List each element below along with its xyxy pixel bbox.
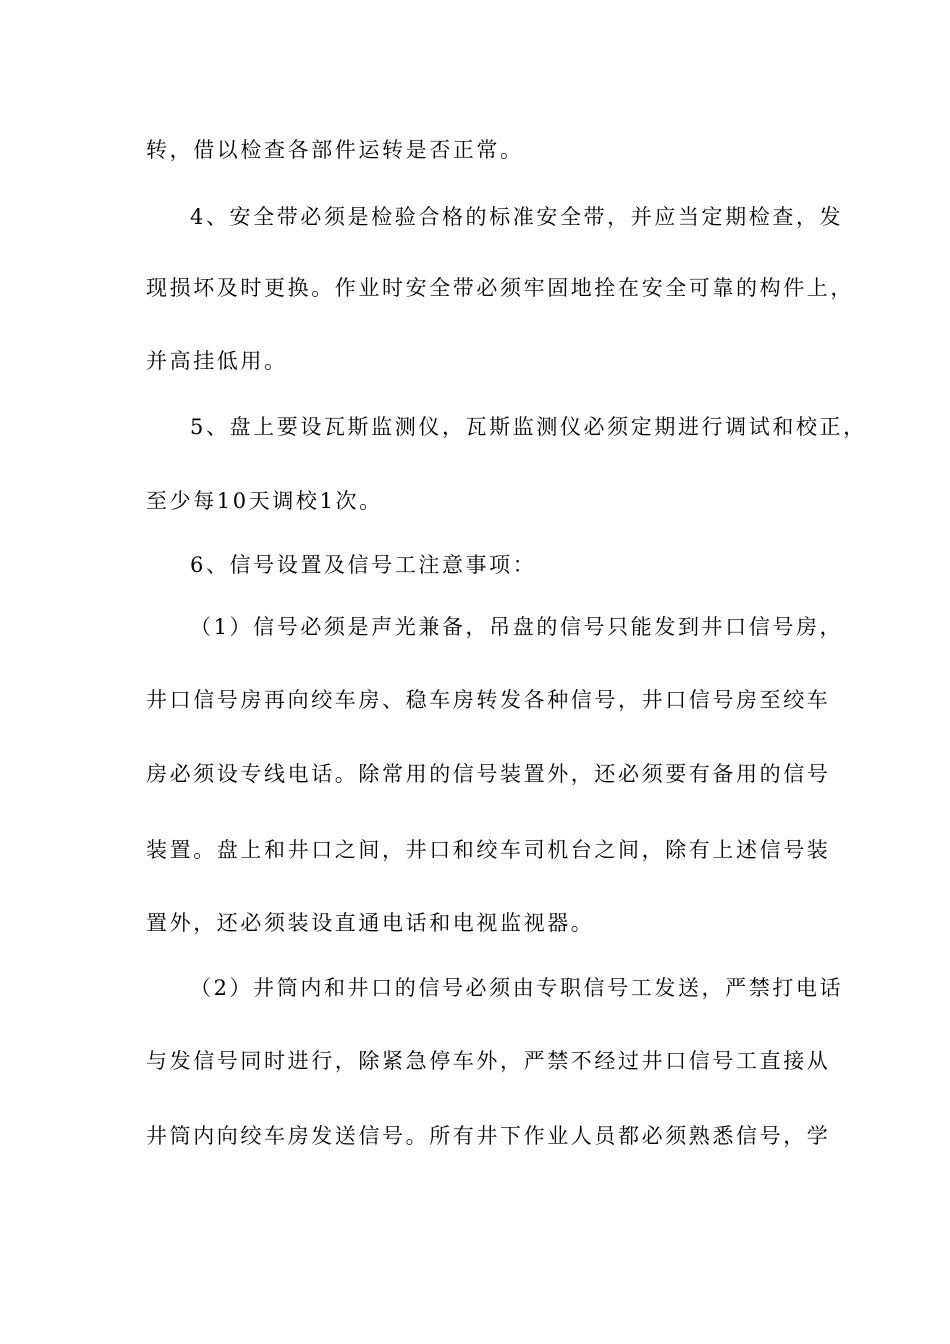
text-line-15: 井筒内向绞车房发送信号。所有井下作业人员都必须熟悉信号，学 — [146, 1124, 831, 1148]
text-line-4: 并高挂低用。 — [146, 349, 288, 373]
text-line-1: 转，借以检查各部件运转是否正常。 — [146, 138, 524, 162]
text-line-6: 至少每10天调校1次。 — [146, 489, 383, 513]
text-line-13: （2）井筒内和井口的信号必须由专职信号工发送，严禁打电话 — [190, 976, 844, 1000]
text-line-7: 6、信号设置及信号工注意事项： — [190, 553, 537, 577]
text-line-3: 现损坏及时更换。作业时安全带必须牢固地拴在安全可靠的构件上， — [146, 276, 854, 300]
text-line-2: 4、安全带必须是检验合格的标准安全带，并应当定期检查，发 — [190, 205, 844, 229]
text-line-11: 装置。盘上和井口之间，井口和绞车司机台之间，除有上述信号装 — [146, 838, 831, 862]
text-line-12: 置外，还必须装设直通电话和电视监视器。 — [146, 911, 595, 935]
text-line-14: 与发信号同时进行，除紧急停车外，严禁不经过井口信号工直接从 — [146, 1049, 831, 1073]
text-line-10: 房必须设专线电话。除常用的信号装置外，还必须要有备用的信号 — [146, 762, 831, 786]
text-line-9: 井口信号房再向绞车房、稳车房转发各种信号，井口信号房至绞车 — [146, 688, 831, 712]
text-line-8: （1）信号必须是声光兼备，吊盘的信号只能发到井口信号房， — [190, 615, 844, 639]
text-line-5: 5、盘上要设瓦斯监测仪，瓦斯监测仪必须定期进行调试和校正， — [190, 415, 867, 439]
